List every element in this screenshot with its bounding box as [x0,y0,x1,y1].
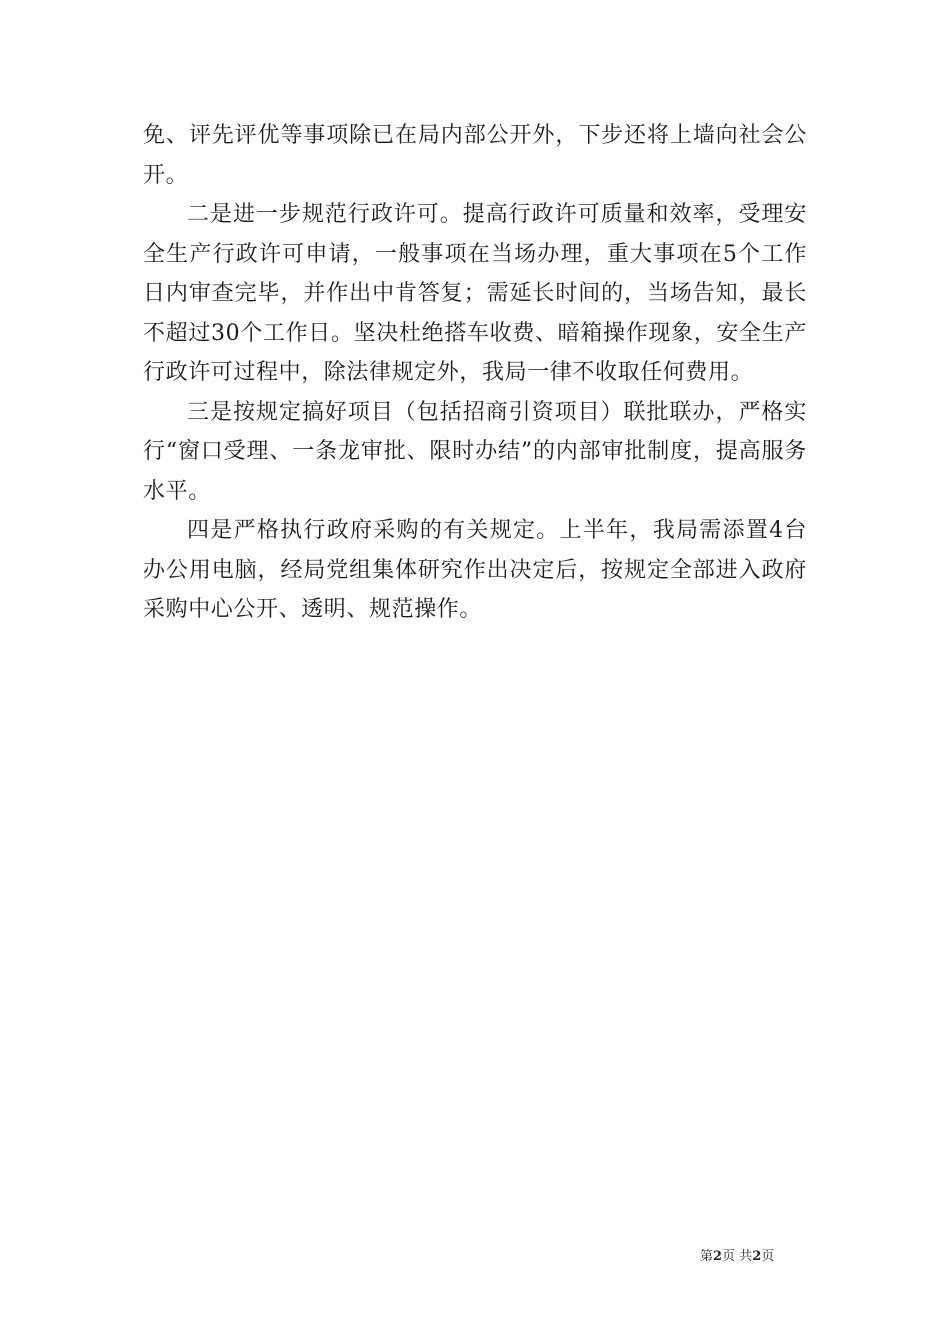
paragraph-4: 四是严格执行政府采购的有关规定。上半年，我局需添置4台办公用电脑，经局党组集体研究作出决定后，按规定全部进入政府采购中心公开、透明、规范操作。 [143,518,807,622]
footer-middle: 页 共 [722,1249,753,1264]
page-footer [700,1248,810,1266]
footer-current-page: 2 [713,1249,723,1264]
footer-suffix: 页 [761,1249,775,1264]
document-body [143,116,807,630]
footer-prefix: 第 [700,1249,714,1264]
footer-total-pages: 2 [752,1249,762,1264]
paragraph-3: 三是按规定搞好项目（包括招商引资项目）联批联办，严格实行“窗口受理、一条龙审批、限时办结”的内部审批制度，提高服务水平。 [143,399,807,504]
paragraph-1: 免、评先评优等事项除已在局内部公开外，下步还将上墙向社会公开。 [143,123,807,188]
paragraph-2: 二是进一步规范行政许可。提高行政许可质量和效率，受理安全生产行政许可申请，一般事项在当场办理，重大事项在5个工作日内审查完毕，并作出中肯答复；需延长时间的，当场告知，最长不超过30个工作日。坚决杜绝搭车收费、暗箱操作现象，安全生产行政许可过程中，除法律规定外，我局一律不收取任何费用。 [143,202,807,385]
